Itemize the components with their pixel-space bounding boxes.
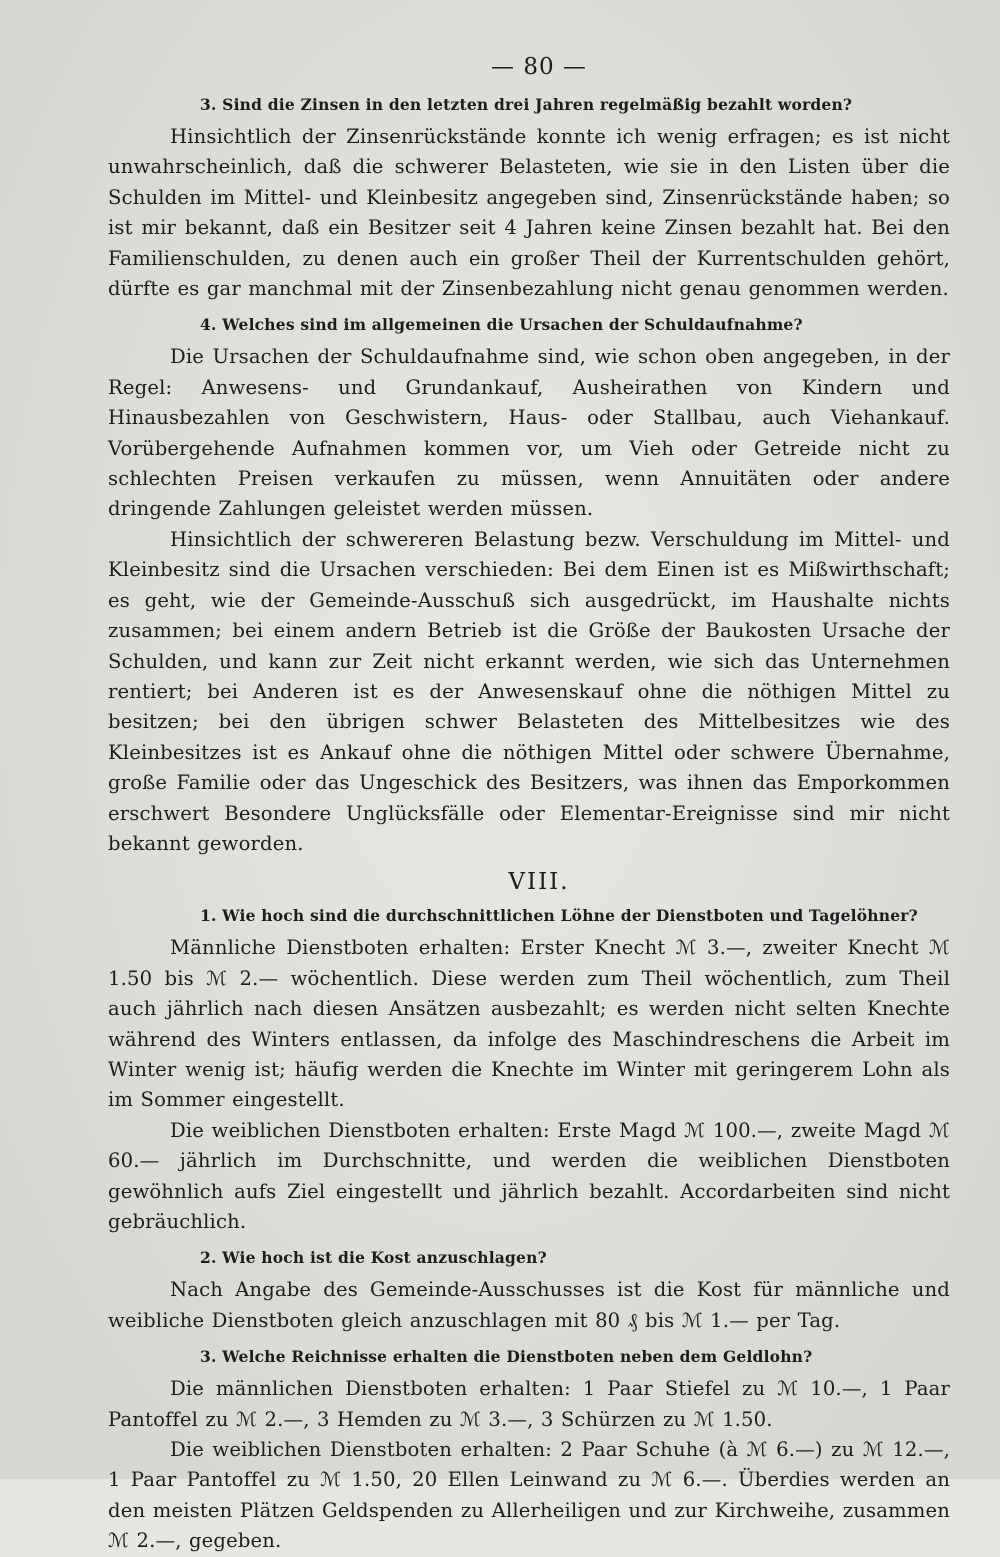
question-block-4 [108, 314, 950, 859]
paragraph: Die männlichen Dienstboten erhalten: 1 Paar Stiefel zu ℳ 10.—, 1 Paar Pantoffel zu ℳ 2.—, 3 Hemden zu ℳ 3.—, 3 Schürzen zu ℳ 1.50. [108, 1377, 950, 1431]
paragraph: Die weiblichen Dienstboten erhalten: 2 Paar Schuhe (à ℳ 6.—) zu ℳ 12.—, 1 Paar Pantoffel zu ℳ 1.50, 20 Ellen Leinwand zu ℳ 6.—. Überdies werden an den meisten Plätzen Geldspenden zu Allerheiligen und zur Kirchweihe, zusammen ℳ 2.—, gegeben. [108, 1438, 950, 1553]
question-heading: 4. Welches sind im allgemeinen die Ursachen der Schuldaufnahme? [200, 315, 803, 335]
question-block-3 [108, 94, 950, 304]
question-heading: 1. Wie hoch sind die durchschnittlichen Löhne der Dienstboten und Tagelöhner? [200, 906, 918, 926]
page-number: — 80 — [491, 54, 587, 80]
section-question-1 [108, 905, 950, 1237]
question-heading: 3. Sind die Zinsen in den letzten drei Jahren regelmäßig bezahlt worden? [200, 95, 853, 114]
paragraph: Hinsichtlich der Zinsenrückstände konnte ich wenig erfragen; es ist nicht unwahrscheinlich, daß die schwerer Belasteten, wie sie in den Listen über die Schulden im Mittel- und Kleinbesitz angegeben sind, Zinsenrückstände haben; so ist mir bekannt, daß ein Besitzer seit 4 Jahren keine Zinsen bezahlt hat. Bei den Familienschulden, zu denen auch ein großer Theil der Kurrentschulden gehört, dürfte es gar manchmal mit der Zinsenbezahlung nicht genau genommen werden. [108, 125, 950, 301]
paragraph: Die Ursachen der Schuldaufnahme sind, wie schon oben angegeben, in der Regel: Anwesens- und Grundankauf, Ausheirathen von Kindern und Hinausbezahlen von Geschwistern, Haus- oder Stallbau, auch Viehankauf. Vorübergehende Aufnahmen kommen vor, um Vieh oder Getreide nicht zu schlechten Preisen verkaufen zu müssen, wenn Annuitäten oder andere dringende Zahlungen geleistet werden müssen. [108, 345, 950, 521]
paragraph: Hinsichtlich der schwereren Belastung bezw. Verschuldung im Mittel- und Kleinbesitz sind die Ursachen verschieden: Bei dem Einen ist es Mißwirthschaft; es geht, wie der Gemeinde-Ausschuß sich ausgedrückt, im Haushalte nichts zusammen; bei einem andern Betrieb ist die Größe der Baukosten Ursache der Schulden, und kann zur Zeit nicht erkannt werden, wie sich das Unternehmen rentiert; bei Anderen ist es der Anwesenskauf ohne die nöthigen Mittel zu besitzen; bei den übrigen schwer Belasteten des Mittelbesitzes wie des Kleinbesitzes ist es Ankauf ohne die nöthigen Mittel oder schwere Übernahme, große Familie oder das Ungeschick des Besitzers, was ihnen das Emporkommen erschwert Besondere Unglücksfälle oder Elementar-Ereignisse sind mir nicht bekannt geworden. [108, 527, 950, 855]
section-numeral: VIII. [508, 869, 570, 896]
paragraph: Männliche Dienstboten erhalten: Erster Knecht ℳ 3.—, zweiter Knecht ℳ 1.50 bis ℳ 2.— wöchentlich. Diese werden zum Theil wöchentlich, zum Theil auch jährlich nach diesen Ansätzen ausbezahlt; es werden nicht selten Knechte während des Winters entlassen, da infolge des Maschindreschens die Arbeit im Winter wenig ist; häufig werden die Knechte im Winter mit geringerem Lohn als im Sommer eingestellt. [108, 936, 950, 1112]
section-question-2 [108, 1247, 950, 1336]
question-heading: 2. Wie hoch ist die Kost anzuschlagen? [200, 1248, 547, 1268]
section-question-3 [108, 1346, 950, 1556]
question-heading: 3. Welche Reichnisse erhalten die Dienstboten neben dem Geldlohn? [200, 1347, 813, 1367]
paragraph: Nach Angabe des Gemeinde-Ausschusses ist die Kost für männliche und weibliche Dienstboten gleich anzuschlagen mit 80 ₰ bis ℳ 1.— per Tag. [108, 1278, 950, 1332]
paragraph: Die weiblichen Dienstboten erhalten: Erste Magd ℳ 100.—, zweite Magd ℳ 60.— jährlich im Durchschnitte, und werden die weiblichen Dienstboten gewöhnlich aufs Ziel eingestellt und jährlich bezahlt. Accordarbeiten sind nicht gebräuchlich. [108, 1118, 950, 1233]
section-viii [108, 867, 950, 1556]
